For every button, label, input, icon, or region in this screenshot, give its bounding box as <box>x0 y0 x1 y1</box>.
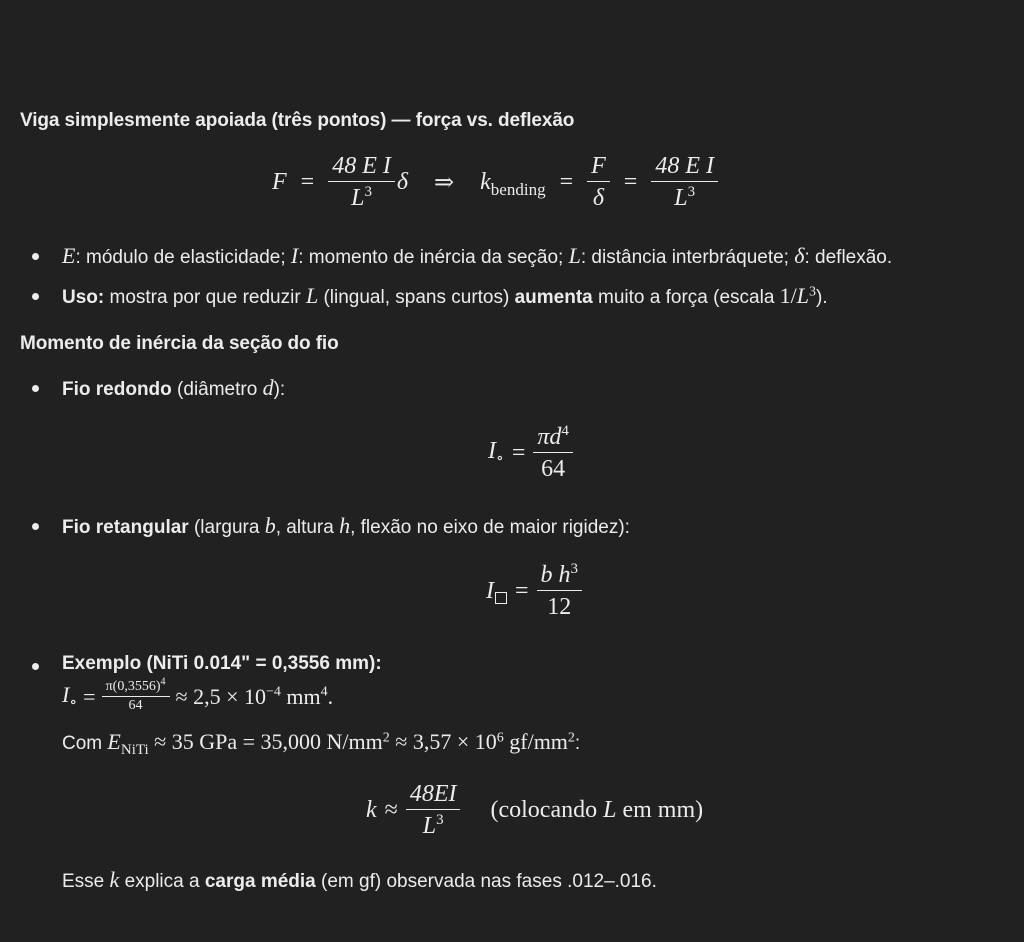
bullet-dot <box>32 523 39 530</box>
example-inertia-calc: $I_\circ$ = $\frac{\pi(0,3556)^4}{64}$ ≈ $2,5 \times 10^{-4}$ $mm^4$. <box>62 676 334 713</box>
section-title-beam: Viga simplesmente apoiada (três pontos) — força vs. deflexão <box>20 110 575 131</box>
bullet-dot <box>32 253 39 260</box>
round-inertia-formula: $I_\circ$ = $\frac{\pi d^4}{64}$ <box>488 425 573 481</box>
example-modulus: Com $E_{NiTi} \approx 35$ GPa = 35,000 $N/mm^2 \approx 3,57 \times 10^6$ $gf/mm^2$: <box>62 729 581 758</box>
k-subscript: bending <box>490 179 546 199</box>
bullet-dot <box>32 663 39 670</box>
section-title-inertia: Momento de inércia da seção do fio <box>20 333 339 354</box>
stiffness-formula: k ≈ $\frac{48EI}{L^3}$ (colocando L em mm) <box>366 781 704 839</box>
closing-text: Esse k explica a carga média (em gf) observada nas fases .012–.016. <box>62 867 657 892</box>
beam-force-formula: F = $\frac{\text{48 E I}}{L^3}$ δ ⇒ $k_{bending}$ = $\frac{F}{\delta}$ = $\frac{\text{48 E I}}{L^3}$ <box>272 154 718 210</box>
bullet-dot <box>32 293 39 300</box>
rect-inertia-formula: I = $\frac{b h^3}{12}$ <box>486 563 582 619</box>
bullet-usage: Uso: mostra por que reduzir L (lingual, spans curtos) aumenta muito a força (escala $1/L^3$). <box>62 283 828 308</box>
bullet-dot <box>32 385 39 392</box>
bullet-round-wire: Fio redondo (diâmetro d): <box>62 375 286 400</box>
bullet-variables: E: módulo de elasticidade; I: momento de inércia da seção; L: distância interbráquete; δ: deflexão. <box>62 243 893 268</box>
example-title: Exemplo (NiTi 0.014" = 0,3556 mm): <box>62 653 382 674</box>
bullet-rect-wire: Fio retangular (largura b, altura h, flexão no eixo de maior rigidez): <box>62 513 630 538</box>
